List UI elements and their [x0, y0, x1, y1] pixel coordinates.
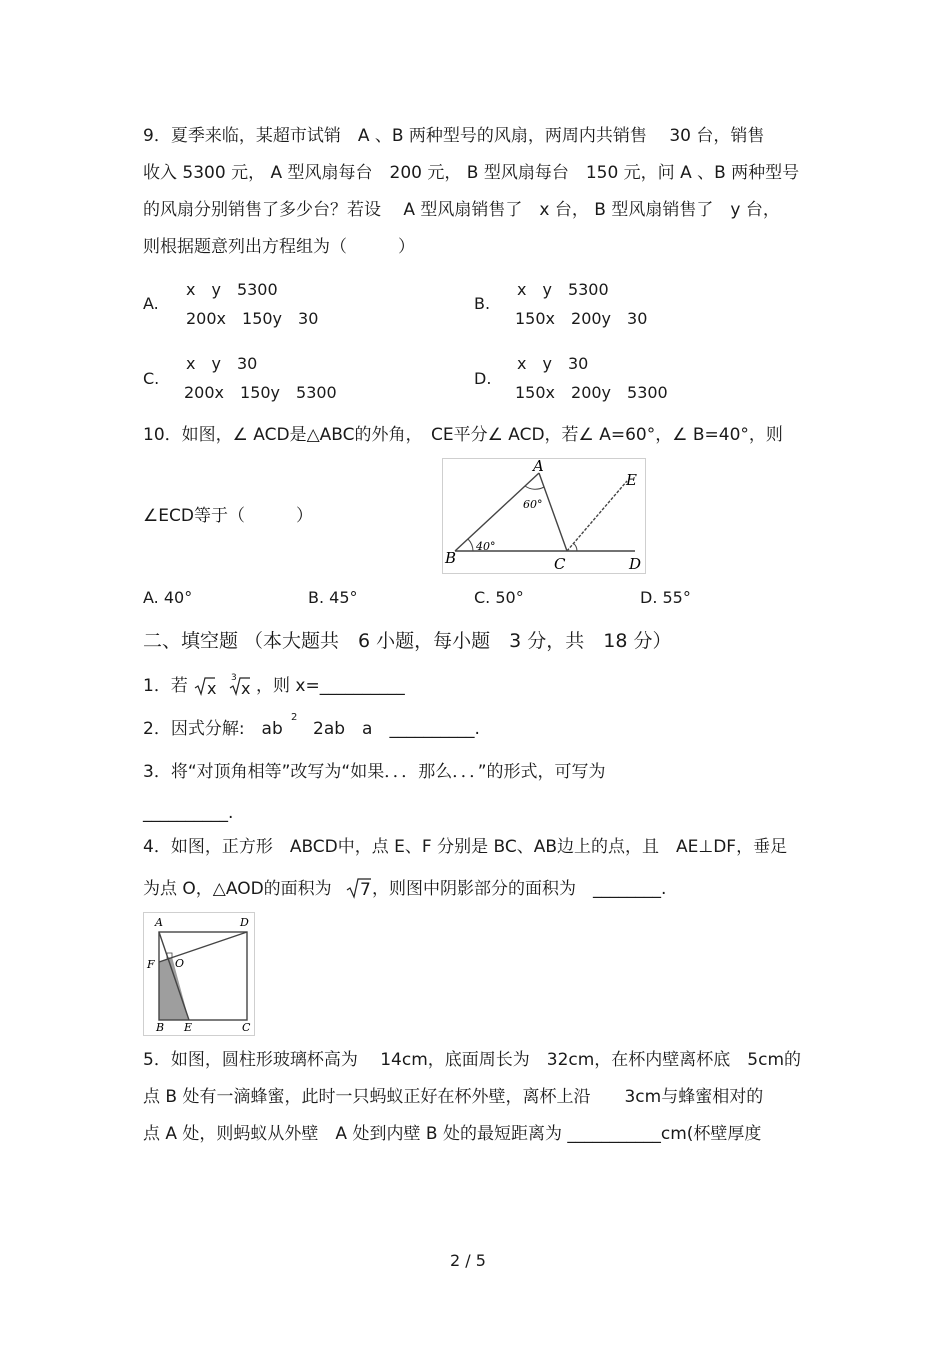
q9-option-b-row1: x y 5300: [517, 280, 609, 299]
square-label-o: O: [175, 957, 185, 970]
q9-line3: 的风扇分别销售了多少台？若设 A 型风扇销售了 x 台， B 型风扇销售了 y 台，: [143, 200, 780, 220]
square-label-f: F: [147, 958, 155, 971]
q10-option-a: A. 40°: [143, 588, 193, 607]
q9-option-d-letter: D.: [474, 369, 492, 388]
fill-q1-x2: x: [241, 679, 251, 698]
angle-a-label: 60°: [523, 498, 543, 511]
q9-option-a-letter: A.: [143, 294, 159, 313]
q9-option-c-row2: 200x 150y 5300: [184, 383, 337, 402]
square-label-e: E: [184, 1021, 193, 1034]
fill-q3-line1: 3．将“对顶角相等”改写为“如果．．．那么．．．”的形式，可写为: [143, 762, 606, 782]
angle-b-label: 40°: [476, 540, 496, 553]
label-a: A: [533, 458, 544, 475]
fill-q5-line2: 点 B 处有一滴蜂蜜，此时一只蚂蚁正好在杯外壁，离杯上沿 3cm与蜂蜜相对的: [143, 1087, 764, 1107]
fill-q4-line2-prefix: 为点 O，△AOD的面积为: [143, 879, 332, 899]
label-d: D: [629, 555, 642, 573]
q9-option-b-row2: 150x 200y 30: [515, 309, 648, 328]
q9-option-c-letter: C.: [143, 369, 160, 388]
fill-q1-x1: x: [207, 679, 217, 698]
q9-option-a-row2: 200x 150y 30: [186, 309, 319, 328]
q10-line1: 10．如图，∠ ACD是△ABC的外角， CE平分∠ ACD，若∠ A=60°，∠ B=40°，则: [143, 425, 783, 445]
q9-option-d-row1: x y 30: [517, 354, 589, 373]
q9-option-d-row2: 150x 200y 5300: [515, 383, 668, 402]
q9-option-a-row1: x y 5300: [186, 280, 278, 299]
q10-option-d: D. 55°: [640, 588, 691, 607]
label-c: C: [554, 555, 566, 573]
section-title: 二、填空题 （本大题共 6 小题，每小题 3 分，共 18 分）: [143, 630, 672, 652]
fill-q5-line1: 5．如图，圆柱形玻璃杯高为 14cm，底面周长为 32cm，在杯内壁离杯底 5cm的: [143, 1050, 802, 1070]
fill-q3-line2: __________.: [143, 803, 234, 823]
triangle-figure: [442, 458, 646, 574]
q10-line2: ∠ECD等于（ ）: [143, 506, 313, 526]
q10-option-b: B. 45°: [308, 588, 358, 607]
fill-q4-line1: 4．如图，正方形 ABCD中，点 E、F 分别是 BC、AB边上的点，且 AE⊥DF，垂足: [143, 837, 788, 857]
q9-option-b-letter: B.: [474, 294, 491, 313]
q9-line2: 收入 5300 元， A 型风扇每台 200 元， B 型风扇每台 150 元，问 A 、B 两种型号: [143, 163, 800, 183]
fill-q2-exponent: 2: [291, 712, 298, 723]
label-e: E: [626, 471, 637, 489]
fill-q5-line3: 点 A 处，则蚂蚁从外壁 A 处到内壁 B 处的最短距离为 ___________cm(杯壁厚度: [143, 1124, 762, 1144]
square-label-a: A: [155, 916, 163, 929]
page-number: 2 / 5: [450, 1251, 486, 1270]
fill-q4-radicand: 7: [360, 880, 371, 900]
q9-line1: 9．夏季来临，某超市试销 A 、B 两种型号的风扇，两周内共销售 30 台，销售: [143, 126, 765, 146]
square-figure: [143, 912, 255, 1036]
square-label-b: B: [156, 1021, 165, 1034]
square-label-d: D: [240, 916, 249, 929]
fill-q1-suffix: ，则 x=__________: [256, 676, 405, 696]
fill-q1-prefix: 1．若: [143, 676, 188, 696]
fill-q2-prefix: 2．因式分解: ab: [143, 719, 283, 739]
cube-root-index: 3: [231, 673, 237, 683]
square-label-c: C: [242, 1021, 251, 1034]
label-b: B: [445, 549, 457, 567]
q9-line4: 则根据题意列出方程组为（ ）: [143, 237, 415, 257]
q10-option-c: C. 50°: [474, 588, 524, 607]
q9-option-c-row1: x y 30: [186, 354, 258, 373]
fill-q4-line2-suffix: ，则图中阴影部分的面积为 ________.: [372, 879, 667, 899]
fill-q2-suffix: 2ab a __________.: [296, 719, 480, 739]
